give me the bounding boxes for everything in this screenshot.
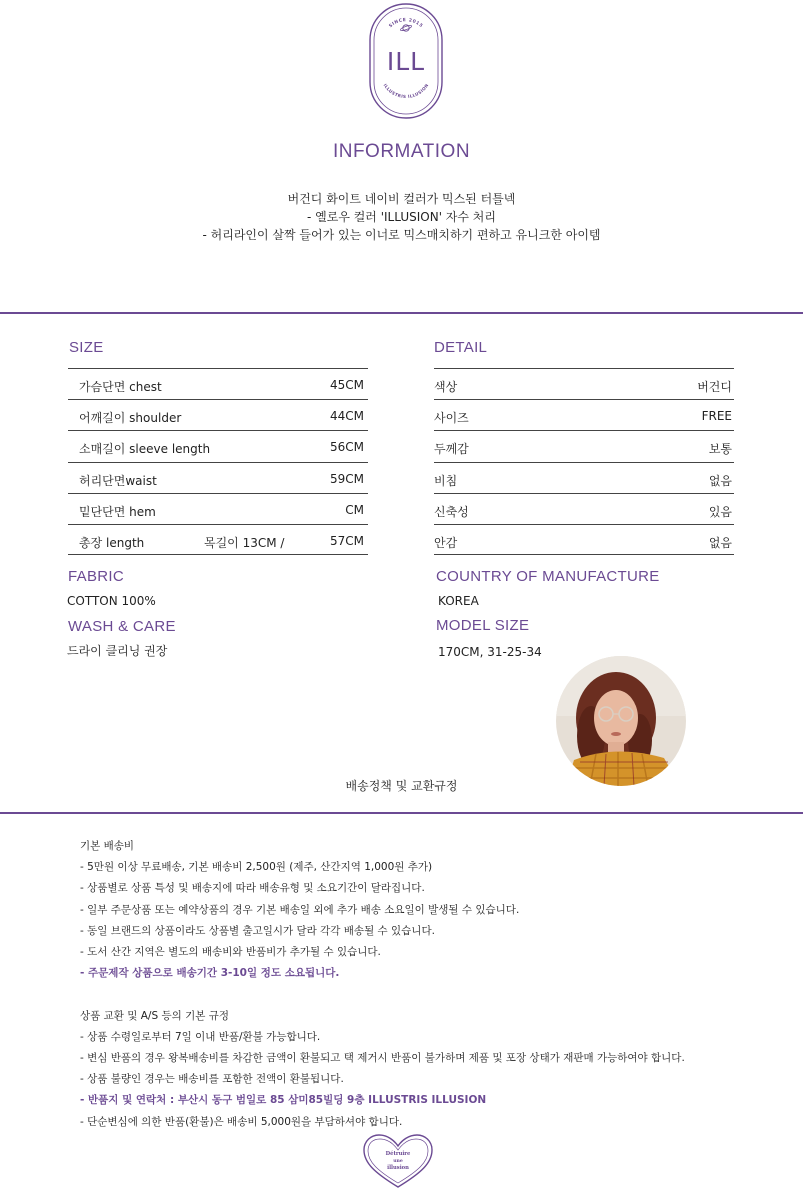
policy-line: - 도서 산간 지역은 별도의 배송비와 반품비가 추가될 수 있습니다.: [80, 946, 381, 959]
information-title: INFORMATION: [332, 141, 471, 162]
svg-text:SINCE 2015: [388, 17, 424, 29]
fabric-value: COTTON 100%: [67, 594, 156, 608]
size-label: 소매길이 sleeve length: [79, 442, 211, 457]
model-size-value: 170CM, 31-25-34: [438, 645, 542, 659]
detail-value: 버건디: [697, 380, 732, 394]
detail-value: 보통: [708, 442, 732, 457]
policy-line: - 상품 불량인 경우는 배송비를 포함한 전액이 환불됩니다.: [80, 1073, 344, 1086]
policy-highlight: - 주문제작 상품으로 배송기간 3-10일 정도 소요됩니다.: [80, 967, 340, 980]
policy-gap: [80, 984, 685, 1005]
detail-title: DETAIL: [434, 339, 488, 356]
detail-label: 신축성: [434, 504, 469, 519]
detail-table: [434, 368, 734, 555]
detail-value: 있음: [708, 504, 732, 519]
size-value: 44CM: [329, 409, 364, 424]
detail-label: 비침: [434, 473, 458, 488]
size-title: SIZE: [69, 339, 104, 356]
description-line: - 허리라인이 살짝 들어가 있는 이너로 믹스매치하기 편하고 유니크한 아이템: [202, 228, 601, 242]
table-row: [434, 524, 734, 555]
section-divider: [0, 812, 803, 814]
detail-label: 안감: [434, 535, 458, 550]
size-label: 총장 length: [79, 535, 145, 550]
description-line: - 옐로우 컬러 'ILLUSION' 자수 처리: [306, 210, 496, 224]
policy-line: - 상품 수령일로부터 7일 이내 반품/환불 가능합니다.: [80, 1030, 321, 1043]
heart-text-line: une: [393, 1159, 403, 1164]
brand-logo: [368, 2, 444, 120]
table-row: [68, 399, 368, 430]
table-row: [434, 368, 734, 399]
shipping-policy: [80, 836, 685, 1133]
wash-title: WASH & CARE: [68, 618, 176, 635]
logo-mark: ILL: [386, 47, 426, 76]
fabric-title: FABRIC: [68, 568, 124, 585]
size-label: 허리단면waist: [79, 473, 157, 488]
model-portrait-icon: [556, 656, 686, 786]
planet-icon: [400, 24, 412, 31]
exchange-policy-title: 상품 교환 및 A/S 등의 기본 규정: [80, 1009, 229, 1022]
basic-shipping-title: 기본 배송비: [80, 840, 135, 852]
country-value: KOREA: [438, 594, 479, 608]
policy-line: - 단순변심에 의한 반품(환불)은 배송비 5,000원을 부담하셔야 합니다.: [80, 1115, 403, 1128]
policy-line: - 일부 주문상품 또는 예약상품의 경우 기본 배송일 외에 추가 배송 소요일이 발생될 수 있습니다.: [80, 903, 520, 916]
heart-text-line: Détruire: [385, 1151, 411, 1157]
size-label: 밑단단면 hem: [79, 504, 156, 519]
table-row: [434, 462, 734, 493]
table-row: [68, 524, 368, 555]
svg-text:ILLUSTRIS ILLUSION: [383, 83, 430, 99]
detail-label: 색상: [434, 380, 458, 394]
country-title: COUNTRY OF MANUFACTURE: [436, 568, 660, 585]
table-row: [68, 462, 368, 493]
size-value: 57CM: [329, 533, 364, 548]
policy-line: - 변심 반품의 경우 왕복배송비를 차감한 금액이 환불되고 택 제거시 반품이 불가하며 제품 및 포장 상태가 재판매 가능하여야 합니다.: [80, 1052, 685, 1065]
size-value: 59CM: [329, 471, 364, 486]
detail-value: 없음: [708, 535, 732, 550]
heart-stamp: [361, 1133, 435, 1188]
heart-stamp-icon: [361, 1133, 435, 1188]
size-value: 45CM: [329, 378, 364, 392]
logo-top-text: SINCE 2015: [388, 18, 424, 30]
logo-bottom-text: ILLUSTRIS ILLUSION: [382, 82, 430, 100]
description-line: 버건디 화이트 네이비 컬러가 믹스된 터틀넥: [287, 192, 516, 206]
table-row: [68, 368, 368, 399]
detail-value: 없음: [708, 473, 732, 488]
ill-logo-icon: [368, 2, 444, 120]
size-table: [68, 368, 368, 555]
return-address-highlight: - 반품지 및 연락처 : 부산시 동구 범일로 85 삼미85빌딩 9층 ILLUSTRIS ILLUSION: [80, 1094, 487, 1107]
size-label: 가슴단면 chest: [79, 380, 162, 394]
product-description: [0, 190, 803, 244]
policy-line: - 동일 브랜드의 상품이라도 상품별 출고일시가 달라 각각 배송될 수 있습니다.: [80, 924, 435, 937]
table-row: [68, 430, 368, 461]
table-row: [434, 493, 734, 524]
size-value: 56CM: [329, 440, 364, 455]
detail-value: FREE: [701, 409, 732, 424]
size-extra: 목길이 13CM /: [204, 535, 285, 550]
table-row: [434, 399, 734, 430]
shipping-policy-title: 배송정책 및 교환규정: [345, 779, 458, 793]
table-row: [434, 430, 734, 461]
heart-text-line: illusion: [387, 1165, 409, 1171]
section-divider: [0, 312, 803, 314]
size-value: CM: [345, 502, 364, 517]
wash-value: 드라이 클리닝 권장: [67, 644, 168, 658]
size-label: 어깨길이 shoulder: [79, 411, 182, 426]
detail-label: 사이즈: [434, 411, 469, 426]
detail-label: 두께감: [434, 442, 469, 457]
table-row: [68, 493, 368, 524]
policy-line: - 5만원 이상 무료배송, 기본 배송비 2,500원 (제주, 산간지역 1,000원 추가): [80, 861, 433, 874]
model-photo: [556, 656, 686, 786]
model-size-title: MODEL SIZE: [436, 617, 530, 634]
policy-line: - 상품별로 상품 특성 및 배송지에 따라 배송유형 및 소요기간이 달라집니다.: [80, 882, 425, 895]
